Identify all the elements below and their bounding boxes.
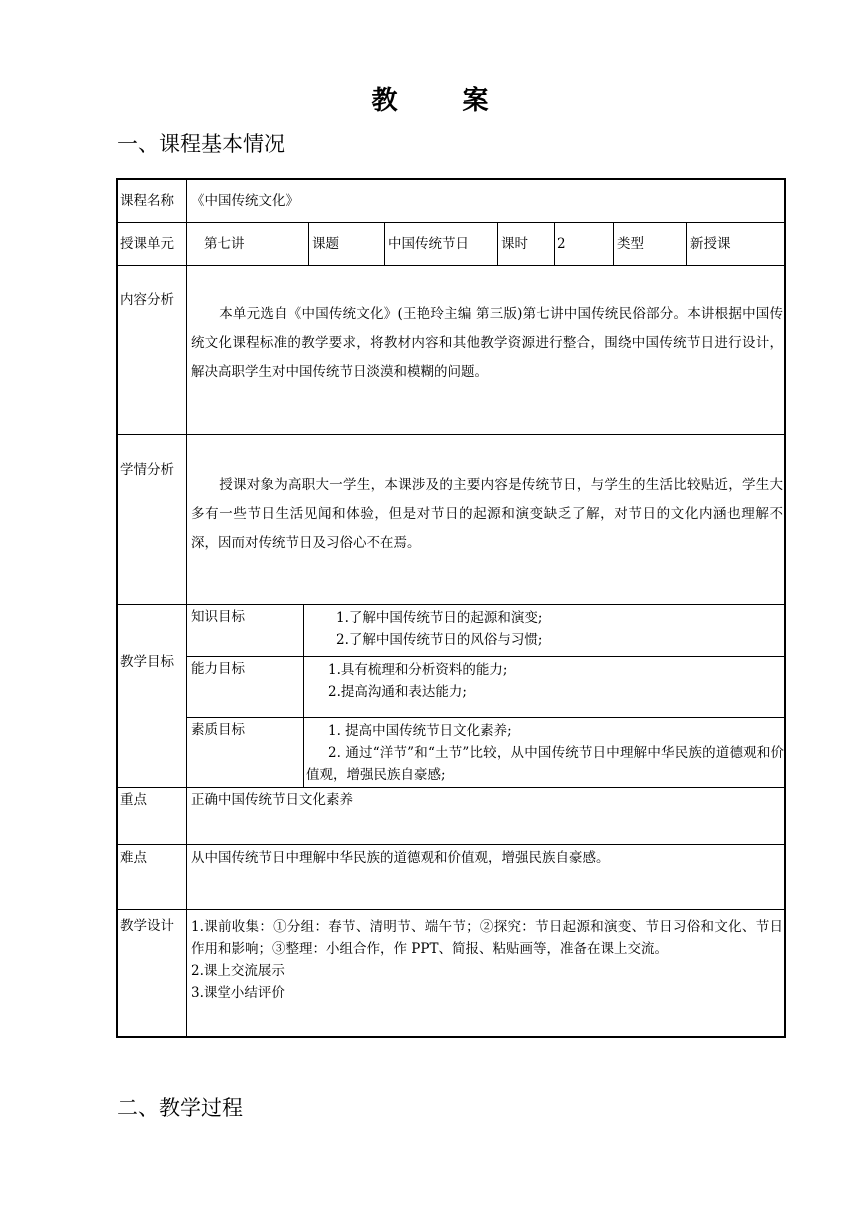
teaching-design-label: 教学设计 (120, 918, 174, 934)
section-heading-teaching-process: 二、教学过程 (117, 1096, 243, 1120)
list-item: 2. 通过“洋节”和“土节”比较，从中国传统节日中理解中华民族的道德观和价值观，增强民族自豪感; (306, 745, 784, 783)
page-title: 教 案 (371, 86, 517, 116)
content-analysis-label: 内容分析 (120, 292, 174, 308)
col-line (554, 222, 555, 265)
list-item: 2.提高沟通和表达能力; (328, 684, 467, 700)
section-heading-basic-info: 一、课程基本情况 (117, 132, 285, 156)
list-item: 1.了解中国传统节日的起源和演变; (336, 610, 543, 626)
hours-label: 课时 (501, 236, 528, 252)
list-item: 2.了解中国传统节日的风俗与习惯; (336, 632, 543, 648)
row-line (116, 844, 786, 845)
key-point-text: 正确中国传统节日文化素养 (191, 792, 353, 808)
type-label: 类型 (617, 236, 644, 252)
list-item: 1. 提高中国传统节日文化素养; (328, 723, 512, 739)
course-name-label: 课程名称 (120, 193, 174, 209)
row-line (186, 717, 786, 718)
topic-label: 课题 (312, 236, 339, 252)
col-line (384, 222, 385, 265)
teaching-design-list (191, 916, 783, 1004)
list-item: 2.课上交流展示 (191, 963, 285, 979)
col-line (613, 222, 614, 265)
col-line (497, 222, 498, 265)
course-info-table (116, 178, 786, 1038)
unit-value: 第七讲 (204, 236, 245, 252)
difficulty-text: 从中国传统节日中理解中华民族的道德观和价值观，增强民族自豪感。 (191, 850, 610, 866)
hours-value: 2 (557, 236, 566, 252)
content-analysis-text: 本单元选自《中国传统文化》(王艳玲主编 第三版)第七讲中国传统民俗部分。本讲根据中国传统文化课程标准的教学要求，将教材内容和其他教学资源进行整合，围绕中国传统节日进行设计，解决高职学生对中国传统节日淡漠和模糊的问题。 (191, 306, 783, 380)
ability-list (328, 659, 781, 703)
list-item: 1.课前收集：①分组：春节、清明节、端午节；②探究：节日起源和演变、节日习俗和文化、节日作用和影响；③整理：小组合作，作 PPT、简报、粘贴画等，准备在课上交流。 (191, 919, 783, 957)
list-item: 1.具有梳理和分析资料的能力; (328, 662, 508, 678)
quality-label: 素质目标 (191, 722, 245, 738)
col-line (303, 604, 304, 787)
row-line (116, 604, 786, 605)
list-item: 3.课堂小结评价 (191, 985, 285, 1001)
topic-value: 中国传统节日 (388, 236, 469, 252)
key-point-label: 重点 (120, 792, 147, 808)
row-line (186, 656, 786, 657)
course-name-value: 《中国传统文化》 (191, 193, 299, 209)
col-line (686, 222, 687, 265)
ability-label: 能力目标 (191, 661, 245, 677)
learner-analysis-label: 学情分析 (120, 462, 174, 478)
knowledge-label: 知识目标 (191, 609, 245, 625)
objectives-label: 教学目标 (120, 654, 174, 670)
type-value: 新授课 (690, 236, 731, 252)
quality-list (306, 720, 784, 786)
row-line (116, 909, 786, 910)
knowledge-list (336, 607, 781, 651)
row-line (116, 787, 786, 788)
col-line (186, 178, 187, 1038)
learner-analysis-text: 授课对象为高职大一学生，本课涉及的主要内容是传统节日，与学生的生活比较贴近，学生大多有一些节日生活见闻和体验，但是对节日的起源和演变缺乏了解，对节日的文化内涵也理解不深，因而对传统节日及习俗心不在焉。 (191, 477, 783, 551)
row-line (116, 434, 786, 435)
unit-label: 授课单元 (120, 236, 174, 252)
col-line (308, 222, 309, 265)
difficulty-label: 难点 (120, 850, 147, 866)
row-line (116, 265, 786, 266)
